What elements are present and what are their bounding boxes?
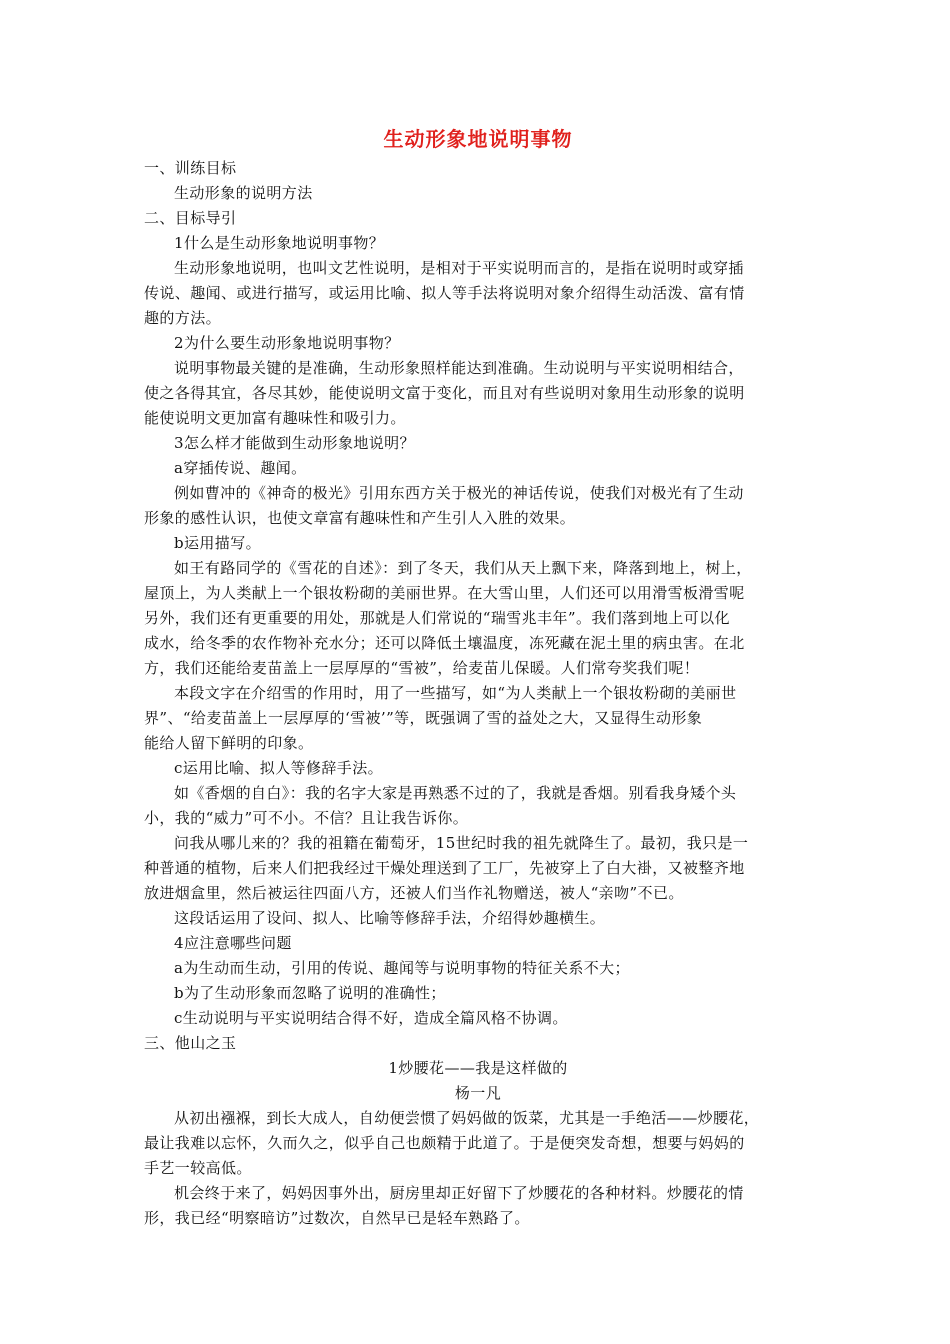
text-line: 种普通的植物，后来人们把我经过干燥处理送到了工厂，先被穿上了白大褂，又被整齐地 xyxy=(144,859,745,877)
method-a-paragraph xyxy=(144,481,812,531)
method-c-label: c运用比喻、拟人等修辞手法。 xyxy=(174,759,384,777)
method-b-comment-paragraph xyxy=(144,681,812,756)
text-line: 说明事物最关键的是准确，生动形象照样能达到准确。生动说明与平实说明相结合， xyxy=(174,359,744,377)
text-line: 使之各得其宜，各尽其妙，能使说明文富于变化，而且对有些说明对象用生动形象的说明 xyxy=(144,384,745,402)
text-line: 机会终于来了，妈妈因事外出，厨房里却正好留下了炒腰花的各种材料。炒腰花的情 xyxy=(174,1184,744,1202)
document-page xyxy=(144,122,812,1231)
text-line: 放进烟盒里，然后被运往四面八方，还被人们当作礼物赠送，被人“亲吻”不已。 xyxy=(144,884,684,902)
text-line: 如王有路同学的《雪花的自述》：到了冬天，我们从天上飘下来，降落到地上，树上， xyxy=(174,559,752,577)
text-line: 手艺一较高低。 xyxy=(144,1159,252,1177)
method-a-label: a穿插传说、趣闻。 xyxy=(174,459,307,477)
text-line: 小，我的“威力”可不小。不信？且让我告诉你。 xyxy=(144,809,469,827)
text-line: 形象的感性认识，也使文章富有趣味性和产生引人入胜的效果。 xyxy=(144,509,576,527)
text-line: 屋顶上，为人类献上一个银妆粉砌的美丽世界。在大雪山里，人们还可以用滑雪板滑雪呢 xyxy=(144,584,745,602)
text-line: 另外，我们还有更重要的用处，那就是人们常说的“瑞雪兆丰年”。我们落到地上可以化 xyxy=(144,609,730,627)
text-line: 从初出襁褓，到长大成人，自幼便尝惯了妈妈做的饭菜，尤其是一手绝活——炒腰花， xyxy=(174,1109,760,1127)
article-title: 1炒腰花——我是这样做的 xyxy=(388,1059,568,1077)
text-line: 能使说明文更加富有趣味性和吸引力。 xyxy=(144,409,406,427)
text-line: 界”、“给麦苗盖上一层厚厚的‘雪被’”等，既强调了雪的益处之大，又显得生动形象 xyxy=(144,709,703,727)
method-b-example-paragraph xyxy=(144,556,812,681)
text-line: 最让我难以忘怀，久而久之，似乎自己也颇精于此道了。于是便突发奇想，想要与妈妈的 xyxy=(144,1134,745,1152)
text-line: 本段文字在介绍雪的作用时，用了一些描写，如“为人类献上一个银妆粉砌的美丽世 xyxy=(174,684,737,702)
method-b-label: b运用描写。 xyxy=(174,534,262,552)
question-4: 4应注意哪些问题 xyxy=(174,934,292,952)
document-title: 生动形象地说明事物 xyxy=(383,127,573,151)
answer-1-paragraph xyxy=(144,256,812,331)
note-b: b为了生动形象而忽略了说明的准确性； xyxy=(174,984,446,1002)
text-line: 例如曹冲的《神奇的极光》引用东西方关于极光的神话传说，使我们对极光有了生动 xyxy=(174,484,744,502)
method-c-example-paragraph-1 xyxy=(144,781,812,831)
text-line: 如《香烟的自白》：我的名字大家是再熟悉不过的了，我就是香烟。别看我身矮个头 xyxy=(174,784,737,802)
text-line: 趣的方法。 xyxy=(144,309,222,327)
article-author: 杨一凡 xyxy=(454,1084,502,1102)
text-line: 问我从哪儿来的？我的祖籍在葡萄牙，15世纪时我的祖先就降生了。最初，我只是一 xyxy=(174,834,749,852)
method-c-example-paragraph-2 xyxy=(144,831,812,906)
answer-2-paragraph xyxy=(144,356,812,431)
text-line: 形，我已经“明察暗访”过数次，自然早已是轻车熟路了。 xyxy=(144,1209,530,1227)
section-heading-3: 三、他山之玉 xyxy=(144,1034,237,1052)
article-paragraph-2 xyxy=(144,1181,812,1231)
question-1: 1什么是生动形象地说明事物？ xyxy=(174,234,385,252)
text-line: 能给人留下鲜明的印象。 xyxy=(144,734,314,752)
method-c-comment: 这段话运用了设问、拟人、比喻等修辞手法，介绍得妙趣横生。 xyxy=(174,909,606,927)
section-heading-2: 二、目标导引 xyxy=(144,209,237,227)
question-2: 2为什么要生动形象地说明事物？ xyxy=(174,334,400,352)
note-c: c生动说明与平实说明结合得不好，造成全篇风格不协调。 xyxy=(174,1009,568,1027)
question-3: 3怎么样才能做到生动形象地说明？ xyxy=(174,434,415,452)
text-line: 成水，给冬季的农作物补充水分；还可以降低土壤温度，冻死藏在泥土里的病虫害。在北 xyxy=(144,634,745,652)
section-1-item: 生动形象的说明方法 xyxy=(174,184,313,202)
section-heading-1: 一、训练目标 xyxy=(144,159,237,177)
article-paragraph-1 xyxy=(144,1106,812,1181)
text-line: 方，我们还能给麦苗盖上一层厚厚的“雪被”，给麦苗儿保暖。人们常夸奖我们呢！ xyxy=(144,659,700,677)
text-line: 生动形象地说明，也叫文艺性说明，是相对于平实说明而言的，是指在说明时或穿插 xyxy=(174,259,744,277)
note-a: a为生动而生动，引用的传说、趣闻等与说明事物的特征关系不大； xyxy=(174,959,630,977)
text-line: 传说、趣闻、或进行描写，或运用比喻、拟人等手法将说明对象介绍得生动活泼、富有情 xyxy=(144,284,745,302)
